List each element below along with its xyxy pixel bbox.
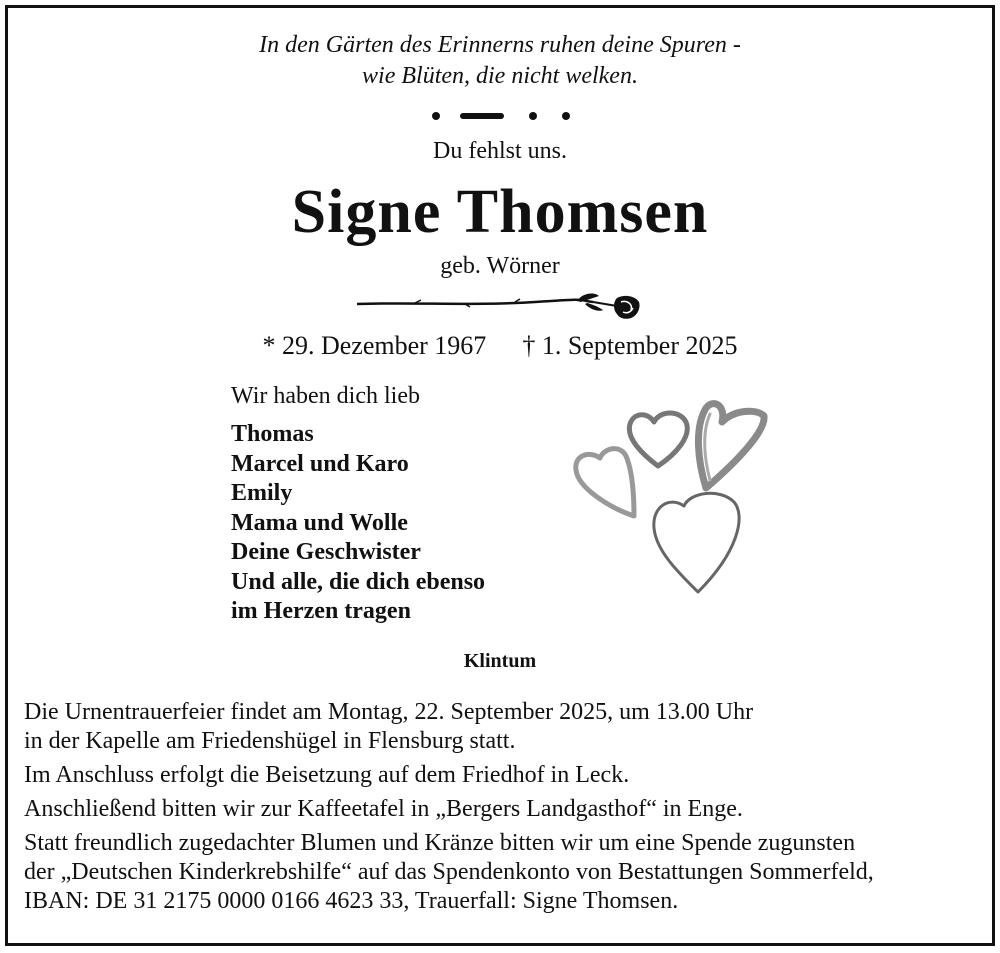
donation-paragraph [24, 829, 984, 916]
burial-paragraph: Im Anschluss erfolgt die Beisetzung auf dem Friedhof in Leck. [24, 762, 630, 788]
mourner-name: Mama und Wolle [231, 509, 408, 536]
reception-paragraph: Anschließend bitten wir zur Kaffeetafel in „Bergers Landgasthof“ in Enge. [24, 796, 743, 822]
rose-icon [355, 290, 645, 326]
service-line-1: Die Urnentrauerfeier findet am Montag, 22. September 2025, um 13.00 Uhr [24, 699, 754, 725]
mourners-intro: Wir haben dich lieb [231, 383, 420, 409]
quote-line-2: wie Blüten, die nicht welken. [362, 63, 638, 89]
deceased-name: Signe Thomsen [291, 178, 709, 246]
mourner-name: Deine Geschwister [231, 539, 421, 565]
donation-line-1: Statt freundlich zugedachter Blumen und Kränze bitten wir um eine Spende zugunsten [24, 830, 856, 856]
mourner-name: im Herzen tragen [231, 598, 411, 624]
quote-line-1: In den Gärten des Erinnerns ruhen deine Spuren - [259, 32, 741, 58]
opening-quote [0, 30, 1000, 92]
hearts-illustration-icon [570, 392, 770, 602]
maiden-name: geb. Wörner [440, 253, 560, 279]
funeral-service-paragraph [24, 698, 984, 756]
missing-you-text: Du fehlst uns. [433, 138, 567, 164]
dot-dash-ornament-icon [430, 106, 580, 126]
donation-line-3: IBAN: DE 31 2175 0000 0166 4623 33, Trauerfall: Signe Thomsen. [24, 888, 679, 914]
mourner-name: Marcel und Karo [231, 450, 409, 477]
service-details [24, 698, 984, 921]
life-dates [0, 331, 1000, 361]
birth-date: * 29. Dezember 1967 [262, 331, 487, 360]
mourner-name: Thomas [231, 421, 314, 447]
service-line-2: in der Kapelle am Friedenshügel in Flensburg statt. [24, 728, 516, 754]
mourners-list [231, 420, 485, 627]
mourner-name: Und alle, die dich ebenso [231, 568, 486, 595]
death-date: † 1. September 2025 [522, 331, 738, 360]
donation-line-2: der „Deutschen Kinderkrebshilfe“ auf das Spendenkonto von Bestattungen Sommerfeld, [24, 859, 874, 885]
place-name: Klintum [463, 650, 537, 672]
mourner-name: Emily [231, 480, 293, 506]
